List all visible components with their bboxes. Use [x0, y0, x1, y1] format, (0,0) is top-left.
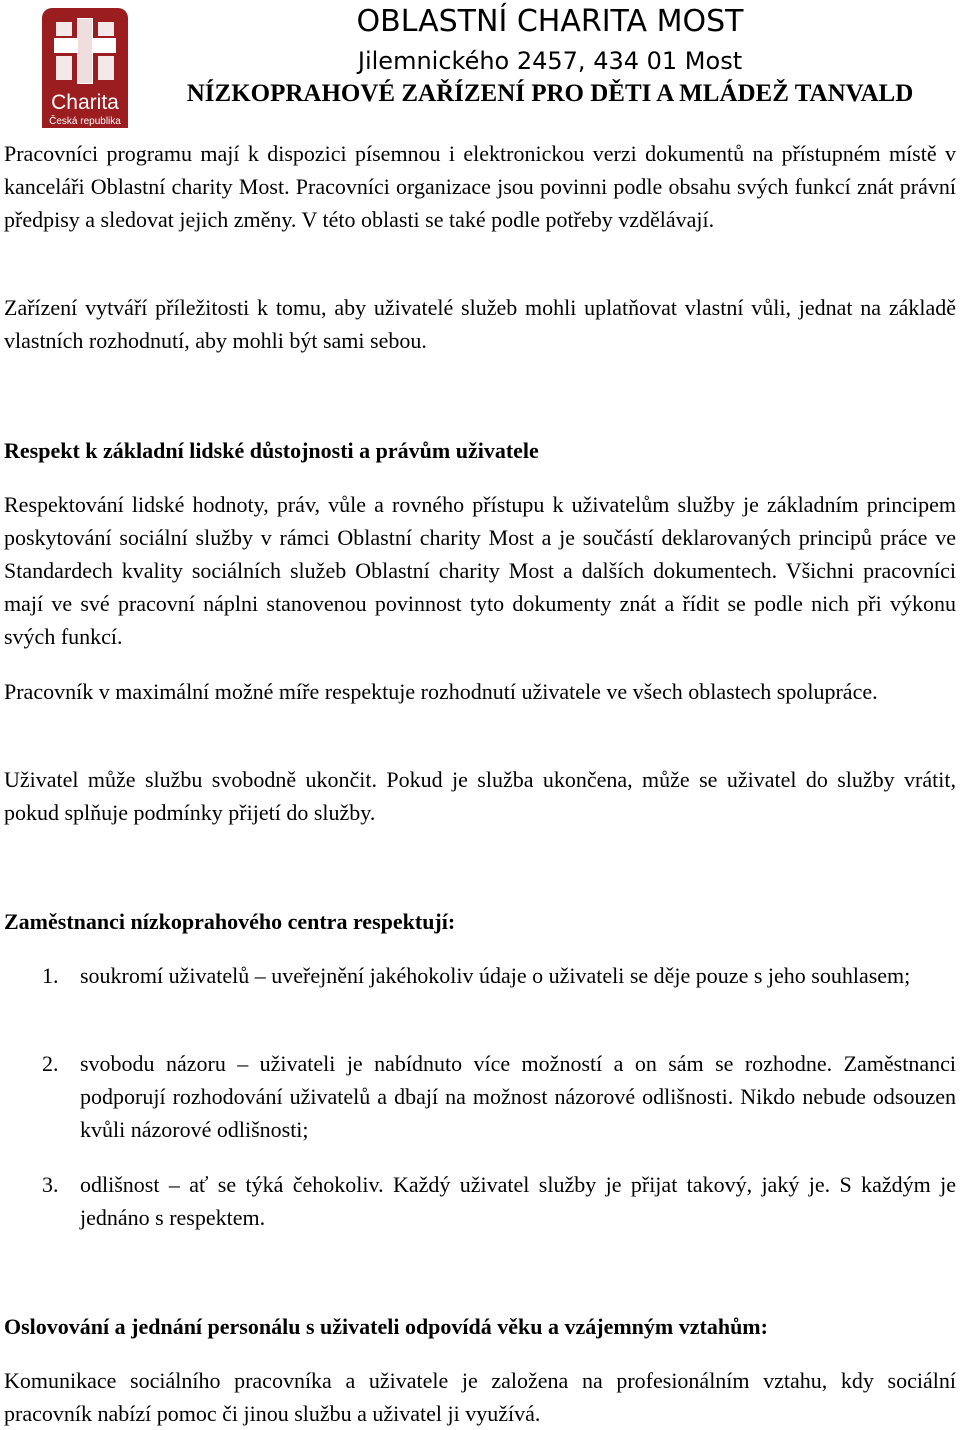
- organization-name: OBLASTNÍ CHARITA MOST: [356, 4, 744, 39]
- heading-addressing: Oslovování a jednání personálu s uživateli odpovídá věku a vzájemným vztahům:: [4, 1314, 768, 1339]
- heading-respect: Respekt k základní lidské důstojnosti a právům uživatele: [4, 438, 539, 463]
- list-text: soukromí uživatelů – uveřejnění jakéhokoliv údaje o uživateli se děje pouze s jeho souhlasem;: [80, 963, 911, 988]
- charita-cross-icon: [42, 8, 128, 92]
- paragraph-termination: Uživatel může službu svobodně ukončit. Pokud je služba ukončena, může se uživatel do služby vrátit, pokud splňuje podmínky přijetí do služby.: [4, 767, 956, 825]
- heading-employees-respect: Zaměstnanci nízkoprahového centra respektují:: [4, 909, 456, 934]
- list-number: 2.: [42, 1051, 59, 1076]
- list-number: 3.: [42, 1172, 59, 1197]
- organization-address: Jilemnického 2457, 434 01 Most: [357, 47, 743, 75]
- list-text: svobodu názoru – uživateli je nabídnuto více možností a on sám se rozhodne. Zaměstnanci podporují rozhodování uživatelů a dbají na možnost názorové odlišnosti. Nikdo nebude odsouzen kvůli názorové odlišnosti;: [80, 1051, 956, 1142]
- logo-subtitle: Česká republika: [49, 116, 121, 127]
- charita-logo: [42, 8, 128, 128]
- paragraph-opportunities: Zařízení vytváří příležitosti k tomu, aby uživatelé služeb mohli uplatňovat vlastní vůli, jednat na základě vlastních rozhodnutí, aby mohli být sami sebou.: [4, 295, 956, 353]
- paragraph-respect: Respektování lidské hodnoty, práv, vůle a rovného přístupu k uživatelům služby je základním principem poskytování sociální služby v rámci Oblastní charity Most a je součástí deklarovaných principů práce ve Standardech kvality sociálních služeb Oblastní charity Most a dalších dokumentech. Všichni pracovníci mají ve své pracovní náplni stanovenou povinnost tyto dokumenty znát a řídit se podle nich při výkonu svých funkcí.: [4, 492, 956, 649]
- paragraph-communication: Komunikace sociálního pracovníka a uživatele je založena na profesionálním vztahu, kdy sociální pracovník nabízí pomoc či jinou službu a uživatel ji využívá.: [4, 1368, 956, 1426]
- list-number: 1.: [42, 963, 59, 988]
- list-text: odlišnost – ať se týká čehokoliv. Každý uživatel služby je přijat takový, jaký je. S každým je jednáno s respektem.: [80, 1172, 956, 1230]
- paragraph-documents: Pracovníci programu mají k dispozici písemnou i elektronickou verzi dokumentů na přístupném místě v kanceláři Oblastní charity Most. Pracovníci organizace jsou povinni podle obsahu svých funkcí znát právní předpisy a sledovat jejich změny. V této oblasti se také podle potřeby vzdělávají.: [4, 141, 956, 232]
- facility-name: NÍZKOPRAHOVÉ ZAŘÍZENÍ PRO DĚTI A MLÁDEŽ TANVALD: [186, 80, 914, 107]
- paragraph-decisions: Pracovník v maximální možné míře respektuje rozhodnutí uživatele ve všech oblastech spolupráce.: [4, 679, 878, 704]
- logo-word: Charita: [51, 91, 119, 114]
